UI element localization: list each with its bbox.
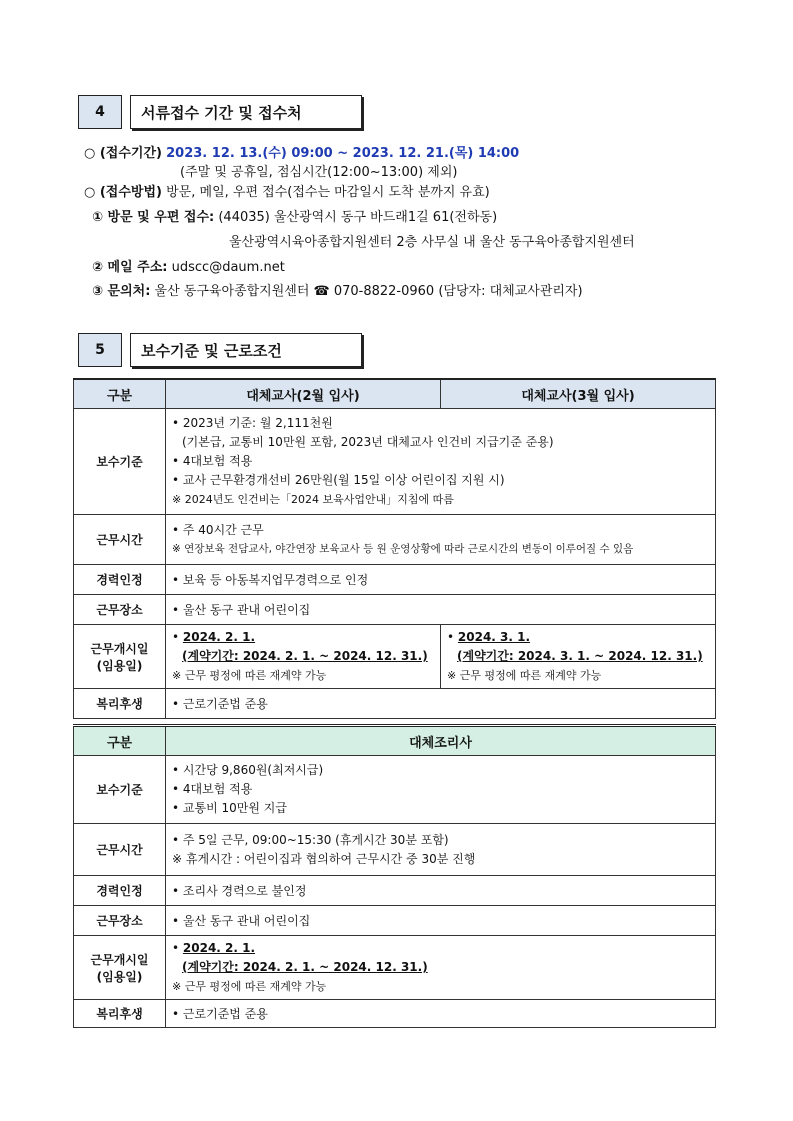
table-row (74, 595, 716, 625)
method-label: ○ (접수방법) (84, 185, 162, 200)
table-row (74, 689, 716, 719)
table-row (74, 409, 716, 515)
hours-line: • 주 5일 근무, 09:00~15:30 (휴게시간 30분 포함) (172, 832, 449, 847)
header-teacher-mar: 대체교사(3월 입사) (441, 379, 716, 409)
renew-note: ※ 근무 평정에 따른 재계약 가능 (172, 669, 327, 682)
item1-value: (44035) 울산광역시 동구 바드래1길 61(전하동) (218, 210, 498, 225)
pay-line: • 교통비 10만원 지급 (172, 801, 287, 815)
start-label-line1: 근무개시일 (90, 952, 149, 967)
welfare-label: 복리후생 (74, 1000, 166, 1028)
method-line (84, 181, 490, 200)
hours-cell (166, 515, 716, 565)
section-4-header (78, 95, 362, 129)
contract-period: (계약기간: 2024. 2. 1. ~ 2024. 12. 31.) (182, 649, 428, 663)
place-label: 근무장소 (74, 906, 166, 936)
table-row (74, 515, 716, 565)
cook-table (73, 724, 716, 1028)
start-label-line2: (임용일) (96, 658, 143, 673)
period-label: ○ (접수기간) (84, 146, 162, 161)
header-cook: 대체조리사 (166, 726, 716, 756)
welfare-value: • 근로기준법 준용 (166, 689, 716, 719)
hours-label: 근무시간 (74, 515, 166, 565)
teacher-table (73, 378, 716, 719)
item3-label: ③ 문의처: (92, 284, 151, 299)
table-row (74, 906, 716, 936)
place-label: 근무장소 (74, 595, 166, 625)
header-category: 구분 (74, 379, 166, 409)
section-5-header (78, 333, 362, 367)
item1-value2: 울산광역시육아종합지원센터 2층 사무실 내 울산 동구육아종합지원센터 (229, 235, 635, 250)
start-label-line1: 근무개시일 (90, 641, 149, 656)
pay-line: • 4대보험 적용 (172, 782, 253, 796)
career-value: • 보육 등 아동복지업무경력으로 인정 (166, 565, 716, 595)
contract-period: (계약기간: 2024. 2. 1. ~ 2024. 12. 31.) (182, 960, 428, 974)
pay-cell (166, 409, 716, 515)
start-date: 2024. 3. 1. (457, 630, 531, 644)
place-value: • 울산 동구 관내 어린이집 (166, 906, 716, 936)
career-value: • 조리사 경력으로 불인정 (166, 876, 716, 906)
pay-label: 보수기준 (74, 409, 166, 515)
start-cell (166, 936, 716, 1000)
pay-line: (기본급, 교통비 10만원 포함, 2023년 대체교사 인건비 지급기준 준용) (182, 435, 554, 449)
header-category: 구분 (74, 726, 166, 756)
hours-cell (166, 824, 716, 876)
career-label: 경력인정 (74, 565, 166, 595)
pay-label: 보수기준 (74, 756, 166, 824)
welfare-label: 복리후생 (74, 689, 166, 719)
pay-line: • 4대보험 적용 (172, 454, 253, 468)
start-label-line2: (임용일) (96, 969, 143, 984)
table-row (74, 1000, 716, 1028)
start-date-line: • 2024. 2. 1. (172, 941, 256, 955)
pay-line: • 교사 근무환경개선비 26만원(월 15일 이상 어린이집 지원 시) (172, 473, 505, 487)
item3-value: 울산 동구육아종합지원센터 ☎ 070-8822-0960 (담당자: 대체교사관리자) (154, 284, 583, 299)
pay-line: • 2023년 기준: 월 2,111천원 (172, 416, 333, 430)
period-line (84, 142, 519, 161)
contract-line (447, 647, 709, 666)
contract-line (172, 647, 434, 666)
section-number: 4 (78, 95, 122, 129)
career-label: 경력인정 (74, 876, 166, 906)
item1-line (92, 206, 497, 225)
start-label (74, 936, 166, 1000)
start-date: 2024. 2. 1. (182, 941, 256, 955)
table-header-row (74, 726, 716, 756)
renew-note: ※ 근무 평정에 따른 재계약 가능 (172, 980, 327, 993)
section-number: 5 (78, 333, 122, 367)
table-header-row (74, 379, 716, 409)
start-date-line: • 2024. 3. 1. (447, 630, 531, 644)
hours-line: • 주 40시간 근무 (172, 522, 264, 537)
start-cell-feb (166, 625, 441, 689)
start-label (74, 625, 166, 689)
section-title: 서류접수 기간 및 접수처 (130, 95, 362, 129)
welfare-value: • 근로기준법 준용 (166, 1000, 716, 1028)
start-date: 2024. 2. 1. (182, 630, 256, 644)
start-cell-mar (441, 625, 716, 689)
pay-cell (166, 756, 716, 824)
table-row (74, 824, 716, 876)
contract-line (172, 958, 709, 977)
hours-note: ※ 연장보육 전담교사, 야간연장 보육교사 등 원 운영상황에 따라 근로시간의 변동이 이루어질 수 있음 (172, 542, 634, 555)
table-row (74, 756, 716, 824)
item1-label: ① 방문 및 우편 접수: (92, 210, 215, 225)
header-teacher-feb: 대체교사(2월 입사) (166, 379, 441, 409)
pay-note: ※ 2024년도 인건비는「2024 보육사업안내」지침에 따름 (172, 493, 454, 506)
contract-period: (계약기간: 2024. 3. 1. ~ 2024. 12. 31.) (457, 649, 703, 663)
section-title: 보수기준 및 근로조건 (130, 333, 362, 367)
item3-line (92, 280, 583, 299)
renew-note: ※ 근무 평정에 따른 재계약 가능 (447, 669, 602, 682)
hours-label: 근무시간 (74, 824, 166, 876)
period-value: 2023. 12. 13.(수) 09:00 ~ 2023. 12. 21.(목) 14:00 (166, 146, 520, 161)
place-value: • 울산 동구 관내 어린이집 (166, 595, 716, 625)
item2-line (92, 256, 285, 275)
table-row (74, 625, 716, 689)
pay-line: • 시간당 9,860원(최저시급) (172, 763, 324, 777)
start-date-line: • 2024. 2. 1. (172, 630, 256, 644)
table-row (74, 565, 716, 595)
period-note: (주말 및 공휴일, 점심시간(12:00~13:00) 제외) (180, 165, 458, 180)
table-row (74, 936, 716, 1000)
item2-label: ② 메일 주소: (92, 260, 168, 275)
hours-line: ※ 휴게시간 : 어린이집과 협의하여 근무시간 중 30분 진행 (172, 851, 476, 866)
table-row (74, 876, 716, 906)
method-value: 방문, 메일, 우편 접수(접수는 마감일시 도착 분까지 유효) (166, 185, 490, 200)
item2-value: udscc@daum.net (171, 260, 285, 275)
